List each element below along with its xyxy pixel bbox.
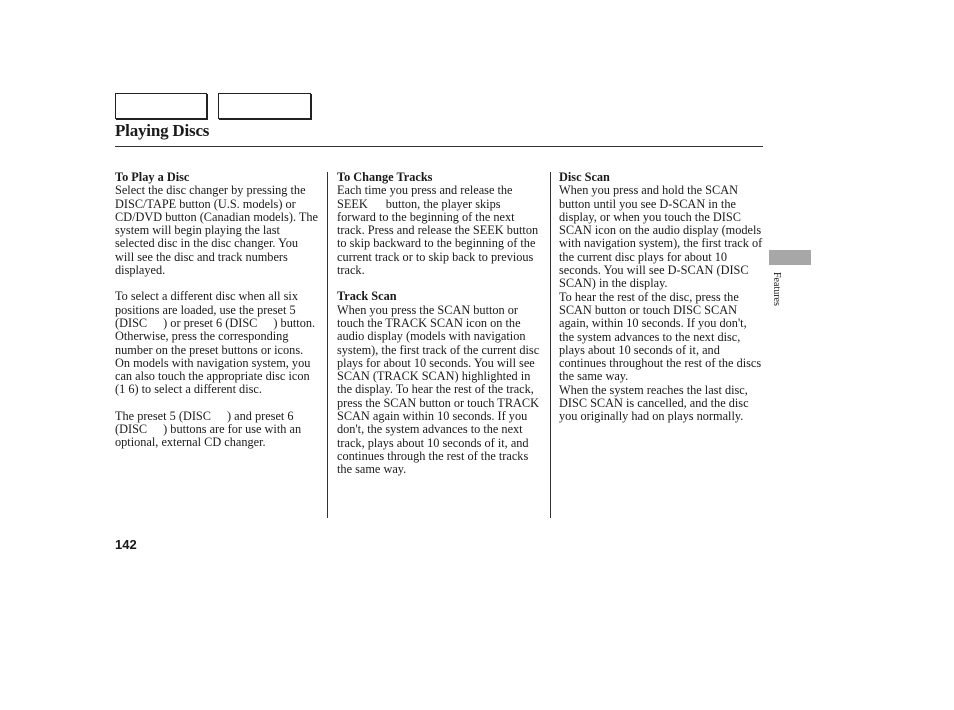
paragraph-seek: Each time you press and release the SEEK button, the player skips forward to the beginning of the next track. Press and release the SEEK button to skip backward to the beginning of the current track or to skip back to previous track. xyxy=(337,183,539,278)
paragraph-select-changer: Select the disc changer by pressing the DISC/TAPE button (U.S. models) or CD/DVD button (Canadian models). The system will begin playing the last selected disc in the disc changer. You will see the disc and track numbers displayed. xyxy=(115,183,318,278)
table-of-contents-button[interactable] xyxy=(218,93,311,119)
paragraph-disc-scan-intro: When you press and hold the SCAN button until you see D-SCAN in the display, or when you touch the DISC SCAN icon on the audio display (models with navigation system), the first track of the current disc plays for about 10 seconds. You will see D-SCAN (DISC SCAN) in the display. xyxy=(559,183,763,291)
section-tab-label: Features xyxy=(771,272,782,306)
page-number: 142 xyxy=(115,537,137,552)
main-menu-button[interactable] xyxy=(115,93,207,119)
column-divider-2 xyxy=(550,172,551,518)
heading-track-scan: Track Scan xyxy=(337,289,397,304)
paragraph-disc-scan-end: When the system reaches the last disc, DISC SCAN is cancelled, and the disc you originally had on plays normally. xyxy=(559,382,749,424)
column-divider-1 xyxy=(327,172,328,518)
paragraph-external-changer: The preset 5 (DISC ) and preset 6 (DISC ) buttons are for use with an optional, external CD changer. xyxy=(115,408,302,450)
heading-disc-scan: Disc Scan xyxy=(559,170,610,184)
column-to-play-a-disc xyxy=(115,171,320,450)
section-tab[interactable] xyxy=(769,250,811,265)
column-disc-scan xyxy=(559,171,764,424)
column-change-tracks xyxy=(337,171,542,477)
paragraph-disc-scan-continue: To hear the rest of the disc, press the SCAN button or touch DISC SCAN again, within 10 seconds. If you don't, the system advances to the next disc, plays about 10 seconds of it, and continues throughout the rest of the discs the same way. xyxy=(559,289,762,384)
page-title: Playing Discs xyxy=(115,121,210,140)
heading-to-play-a-disc: To Play a Disc xyxy=(115,170,190,184)
heading-to-change-tracks: To Change Tracks xyxy=(337,170,433,184)
paragraph-select-different-disc: To select a different disc when all six positions are loaded, use the preset 5 (DISC ) or preset 6 (DISC ) button. Otherwise, press the corresponding number on the preset buttons or icons. On models with navigation system, you can also touch the appropriate disc icon (1 6) to select a different disc. xyxy=(115,289,316,397)
title-divider xyxy=(115,146,763,147)
paragraph-track-scan: When you press the SCAN button or touch the TRACK SCAN icon on the audio display (models with navigation system), the first track of the current disc plays for about 10 seconds. You will see SCAN (TRACK SCAN) highlighted in the display. To hear the rest of the track, press the SCAN button or touch TRACK SCAN again within 10 seconds. If you don't, the system advances to the next track, plays about 10 seconds of it, and continues through the rest of the tracks the same way. xyxy=(337,302,540,477)
